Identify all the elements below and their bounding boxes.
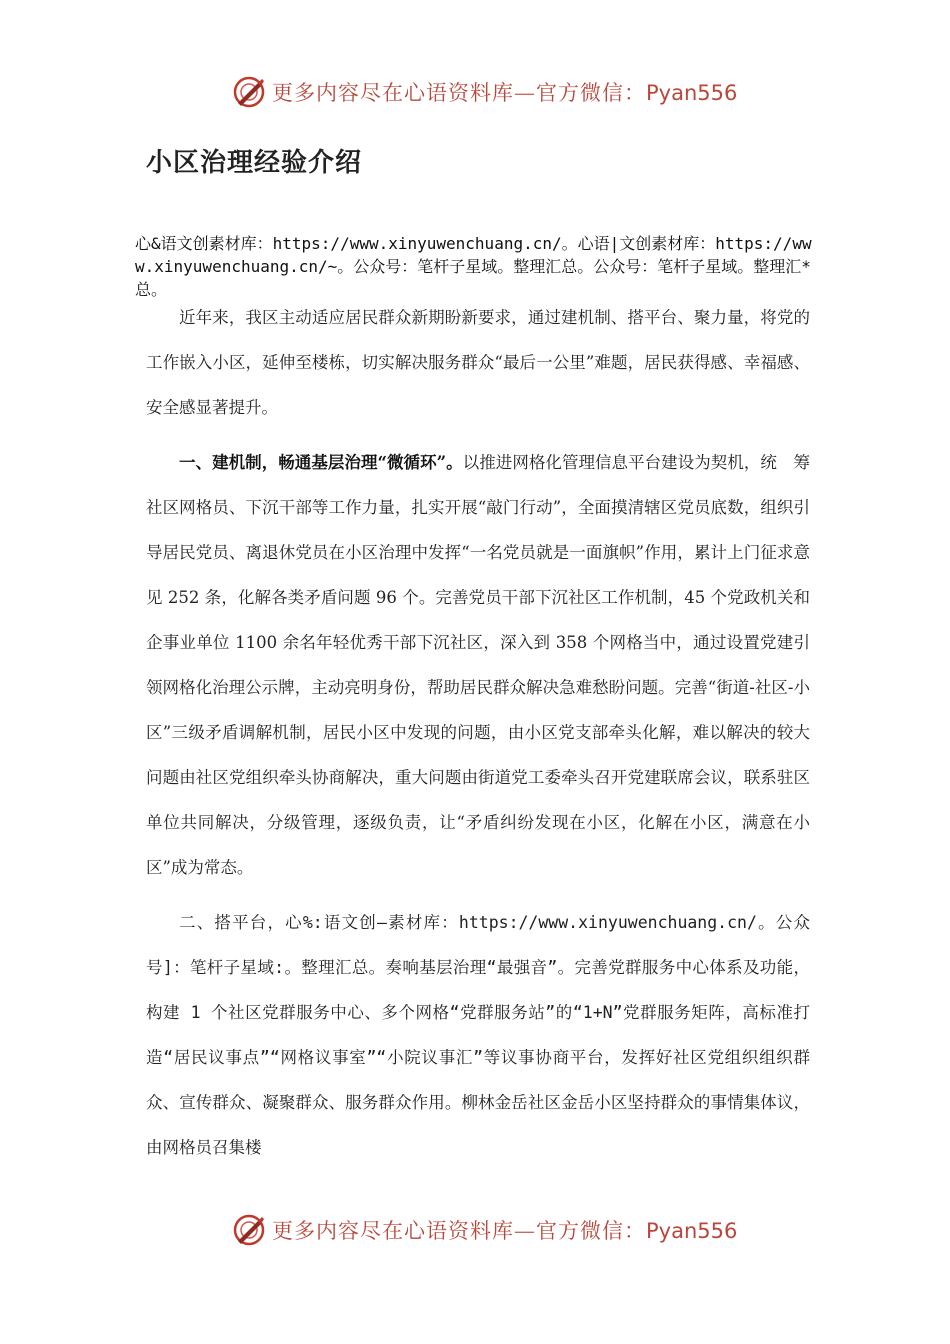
header-banner	[232, 72, 737, 112]
banner-text	[272, 77, 737, 107]
section-one-body: 以推进网格化管理信息平台建设为契机，统 筹社区网格员、下沉干部等工作力量，扎实开展“敲门行动”，全面摸清辖区党员底数，组织引导居民党员、离退休党员在小区治理中发挥“一名党员就是一面旗帜”作用，累计上门征求意见 252 条，化解各类矛盾问题 96 个。完善党员干部下沉社区工作机制，45 个党政机关和企事业单位 1100 余名年轻优秀干部下沉社区，深入到 358 个网格当中，通过设置党建引领网格化治理公示牌，主动亮明身份，帮助居民群众解决急难愁盼问题。完善“街道-社区-小区”三级矛盾调解机制，居民小区中发现的问题，由小区党支部牵头化解，难以解决的较大问题由社区党组织牵头协商解决，重大问题由街道党工委牵头召开党建联席会议，联系驻区单位共同解决，分级管理，逐级负责，让“矛盾纠纷发现在小区，化解在小区，满意在小区”成为常态。	[146, 453, 811, 877]
pen-logo-icon	[232, 1213, 266, 1247]
banner-separator: —	[514, 81, 536, 105]
source-note: 心&语文创素材库：https://www.xinyuwenchuang.cn/。心语|文创素材库：https://www.xinyuwenchuang.cn/~。公众号：笔杆子星域。整理汇总。公众号：笔杆子星域。整理汇*总。	[135, 234, 812, 299]
pen-logo-icon	[232, 75, 266, 109]
banner-separator: —	[514, 1219, 536, 1243]
section-two-paragraph: 二、搭平台，心%:语文创—素材库：https://www.xinyuwenchuang.cn/。公众号]：笔杆子星域:。整理汇总。奏响基层治理“最强音”。完善党群服务中心体系及功能，构建 1 个社区党群服务中心、多个网格“党群服务站”的“1+N”党群服务矩阵，高标准打造“居民议事点”“网格议事室”“小院议事汇”等议事协商平台，发挥好社区党组织组织群众、宣传群众、凝聚群众、服务群众作用。柳林金岳社区金岳小区坚持群众的事情集体议，由网格员召集楼	[146, 913, 810, 1157]
page-title: 小区治理经验介绍	[146, 148, 363, 178]
section-one-paragraph	[146, 440, 810, 890]
banner-wechat-id: Pyan556	[646, 81, 738, 105]
banner-slogan: 更多内容尽在心语资料库	[272, 81, 514, 105]
section-one-heading: 一、建机制，畅通基层治理“微循环”。	[179, 453, 463, 472]
banner-wechat-label: 官方微信：	[536, 81, 646, 105]
intro-paragraph: 近年来，我区主动适应居民群众新期盼新要求，通过建机制、搭平台、聚力量，将党的工作嵌入小区，延伸至楼栋，切实解决服务群众“最后一公里”难题，居民获得感、幸福感、安全感显著提升。	[146, 308, 810, 417]
banner-text	[272, 1215, 737, 1245]
banner-slogan: 更多内容尽在心语资料库	[272, 1219, 514, 1243]
banner-wechat-label: 官方微信：	[536, 1219, 646, 1243]
footer-banner	[232, 1210, 737, 1250]
banner-wechat-id: Pyan556	[646, 1219, 738, 1243]
